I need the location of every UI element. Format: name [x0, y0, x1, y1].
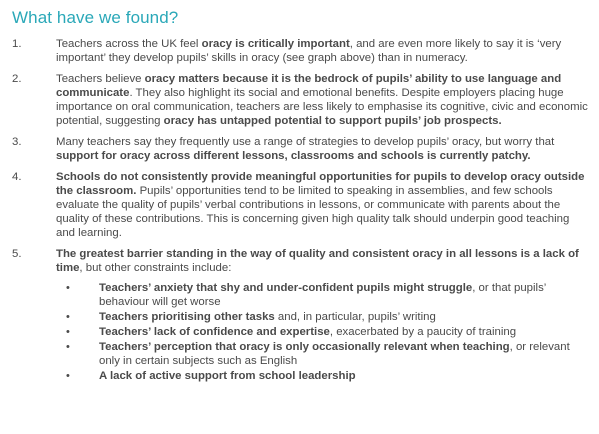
bold-text: oracy has untapped potential to support pupils’ job prospects.: [163, 115, 502, 127]
text-segment: . They also highlight its social and emotional benefits. Despite employers placing huge importance on oral communication, teachers are less likely to emphasise its cognitive, civic and economic potential, suggesting: [56, 87, 588, 127]
bold-text: Teachers’ perception that oracy is only occasionally relevant when teaching: [99, 341, 510, 353]
finding-number: 1.: [12, 38, 22, 50]
finding-item: [12, 135, 589, 163]
finding-item: [12, 72, 589, 128]
finding-number: 2.: [12, 73, 22, 85]
text-segment: Pupils’ opportunities tend to be limited to speaking in assemblies, and few schools evaluate the quality of pupils’ verbal contributions in lessons, or communicate with parents about the quality of these contributions. This is concerning given high quality talk should underpin good teaching and learning.: [56, 185, 570, 239]
constraint-item: [56, 281, 589, 309]
constraint-item: [56, 325, 589, 339]
bullet-icon: •: [66, 326, 70, 338]
text-segment: , and are even more likely to say it is ‘very important’ they develop pupils’ skills in oracy (see graph above) than in numeracy.: [56, 38, 562, 64]
bullet-icon: •: [66, 370, 70, 382]
finding-text: [56, 247, 589, 275]
text-segment: Teachers believe: [56, 73, 145, 85]
bold-text: Schools do not consistently provide meaningful opportunities for pupils to develop oracy outside the classroom.: [56, 171, 585, 197]
text-segment: Teachers across the UK feel: [56, 38, 202, 50]
constraint-item: [56, 310, 589, 324]
finding-item: [12, 247, 589, 383]
bold-text: support for oracy across different lessons, classrooms and schools is currently patchy.: [56, 150, 531, 162]
constraint-item: [56, 340, 589, 368]
bold-text: oracy matters because it is the bedrock of pupils’ ability to use language and communicate: [56, 73, 562, 99]
finding-item: [12, 37, 589, 65]
page-title: What have we found?: [12, 8, 179, 27]
finding-item: [12, 170, 589, 240]
bold-text: The greatest barrier standing in the way of quality and consistent oracy in all lessons is a lack of time: [56, 248, 579, 274]
finding-text: [56, 170, 589, 240]
finding-number: 3.: [12, 136, 22, 148]
finding-number: 5.: [12, 248, 22, 260]
bold-text: oracy is critically important: [201, 38, 350, 50]
bullet-icon: •: [66, 282, 70, 294]
findings-list: [12, 37, 589, 383]
finding-text: [56, 72, 589, 128]
finding-text: [56, 135, 589, 163]
text-segment: , but other constraints include:: [79, 262, 232, 274]
finding-text: [56, 37, 589, 65]
finding-number: 4.: [12, 171, 22, 183]
bullet-icon: •: [66, 311, 70, 323]
constraint-item: [56, 369, 589, 383]
text-segment: Many teachers say they frequently use a range of strategies to develop pupils’ oracy, but worry that: [56, 136, 555, 148]
bold-text: A lack of active support from school leadership: [99, 370, 356, 382]
text-segment: , exacerbated by a paucity of training: [329, 326, 517, 338]
constraints-list: [56, 281, 589, 383]
text-segment: and, in particular, pupils’ writing: [274, 311, 436, 323]
text-segment: , or that pupils’ behaviour will get worse: [99, 282, 546, 308]
text-segment: , or relevant only in certain subjects such as English: [99, 341, 570, 367]
bullet-icon: •: [66, 341, 70, 353]
bold-text: Teachers’ anxiety that shy and under-confident pupils might struggle: [99, 282, 473, 294]
bold-text: Teachers’ lack of confidence and expertise: [99, 326, 330, 338]
bold-text: Teachers prioritising other tasks: [99, 311, 275, 323]
